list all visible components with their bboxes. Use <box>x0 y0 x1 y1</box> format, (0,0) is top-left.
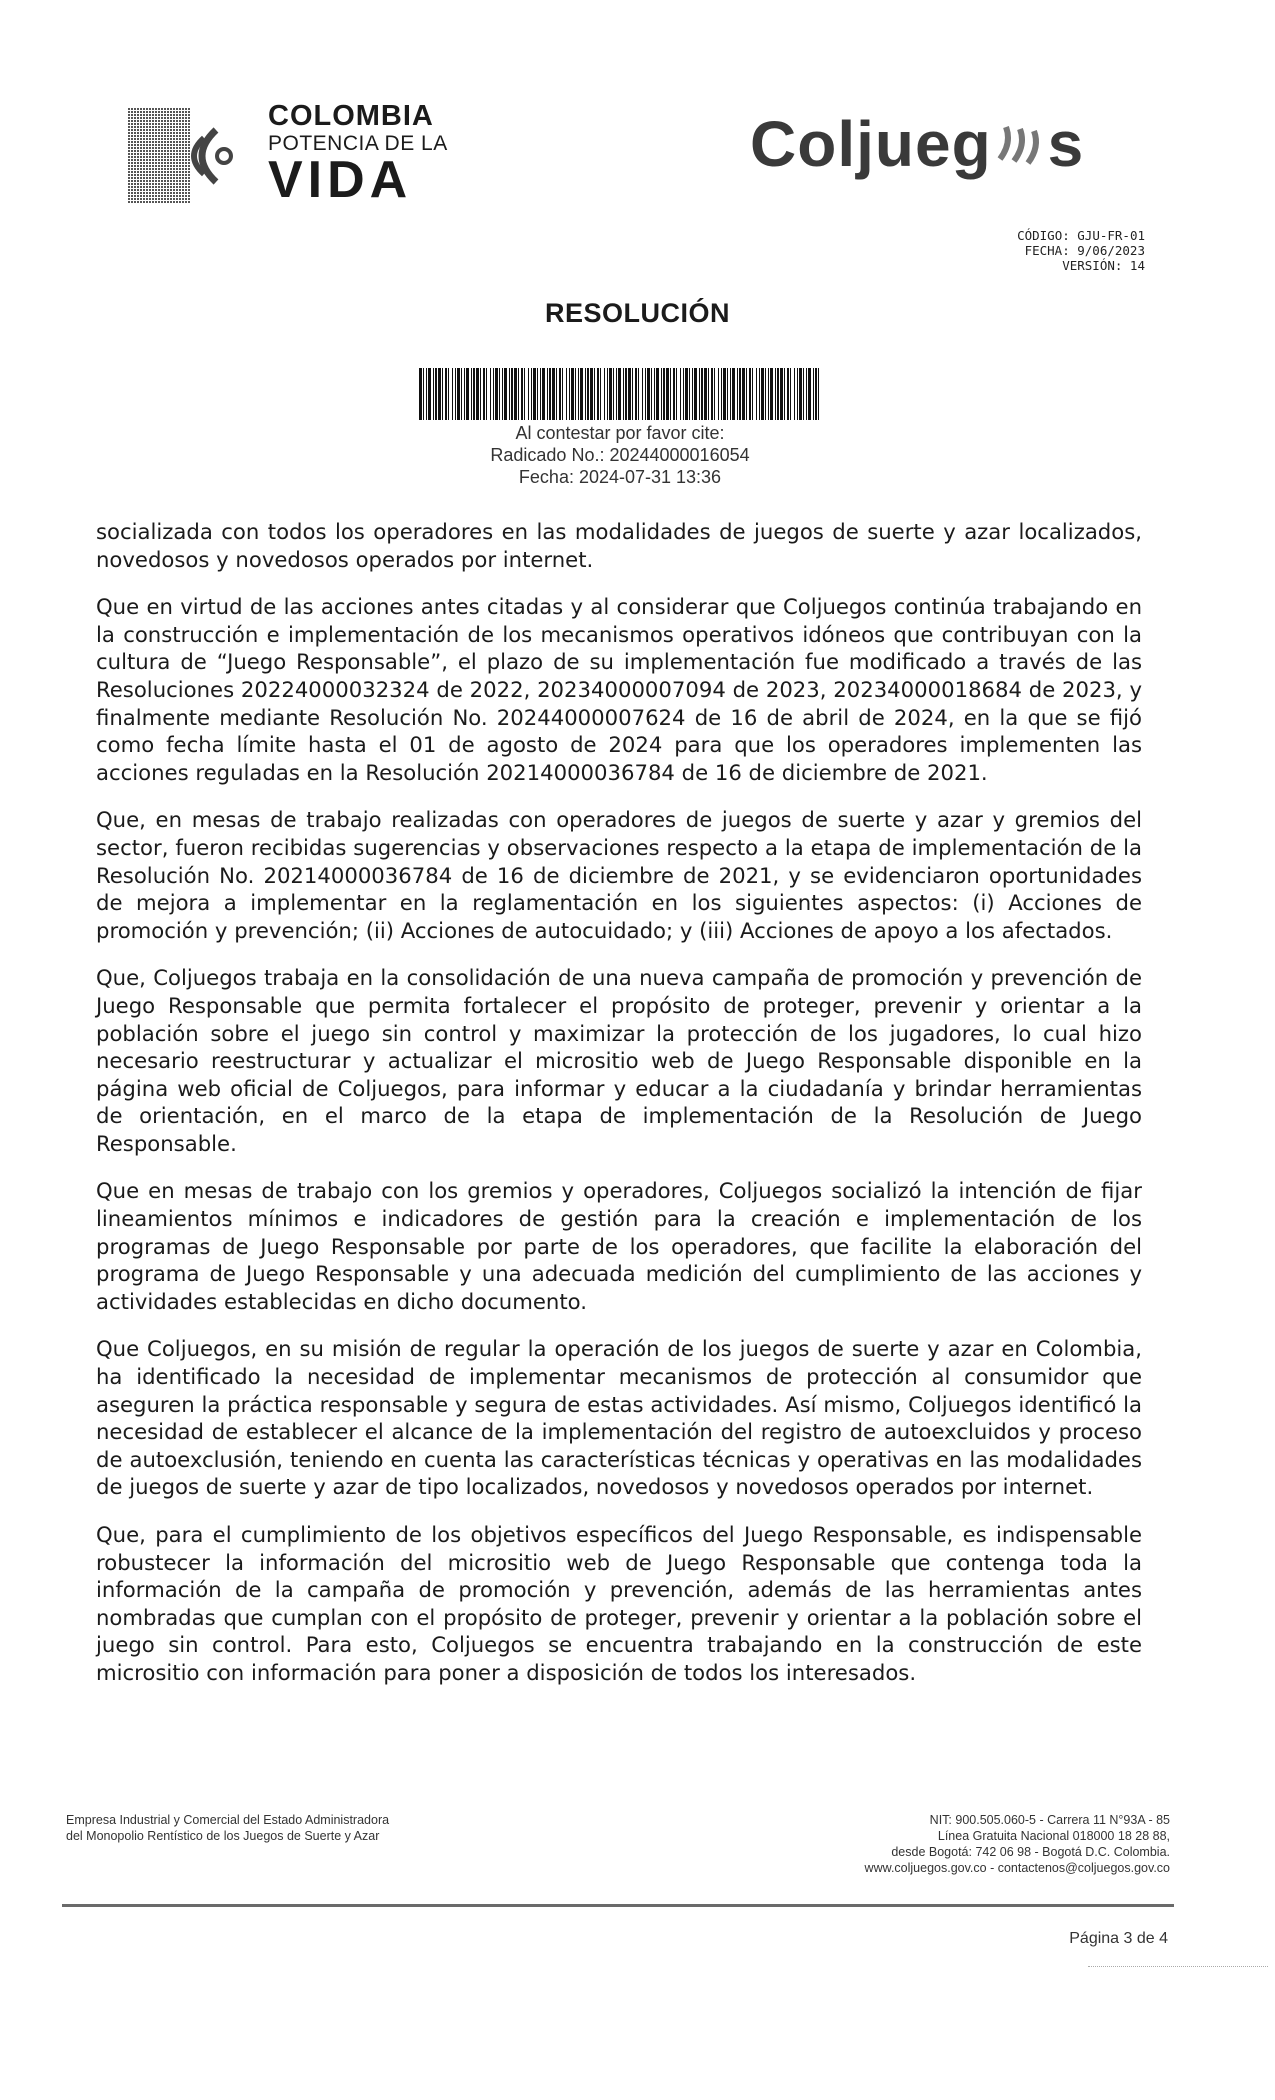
radicado-date: Fecha: 2024-07-31 13:36 <box>518 467 722 487</box>
footer-left-line: Empresa Industrial y Comercial del Estado Administradora <box>66 1813 390 1827</box>
footer-bogota-line: desde Bogotá: 742 06 98 - Bogotá D.C. Colombia. <box>891 1845 1170 1859</box>
footer-nit-address: NIT: 900.505.060-5 - Carrera 11 N°93A - 85 <box>929 1813 1170 1827</box>
date-line: FECHA: 9/06/2023 <box>1024 243 1145 258</box>
logo-line-colombia: COLOMBIA <box>268 100 434 132</box>
body-paragraph: socializada con todos los operadores en las modalidades de juegos de suerte y azar localizados, novedosos y novedosos operados por internet. <box>96 519 1142 572</box>
decorative-dotted-line <box>1088 1966 1268 1967</box>
citation-instruction: Al contestar por favor cite: <box>515 423 725 443</box>
coljuegos-logo-text-end: s <box>1047 108 1085 180</box>
body-paragraph: Que, Coljuegos trabaja en la consolidación de una nueva campaña de promoción y prevención de Juego Responsable que permita fortalecer el propósito de proteger, prevenir y orientar a la población sobre el juego sin control y maximizar la protección de los jugadores, lo cual hizo necesario reestructurar y actualizar el micrositio web de Juego Responsable disponible en la página web oficial de Coljuegos, para informar y educar a la ciudadanía y brindar herramientas de orientación, en el marco de la etapa de implementación de la Resolución de Juego Responsable. <box>96 965 1142 1156</box>
logo-line-vida: VIDA <box>268 151 413 209</box>
logo-line-potencia: POTENCIA DE LA <box>268 132 448 155</box>
radicado-number: Radicado No.: 20244000016054 <box>490 445 750 465</box>
body-paragraph: Que en virtud de las acciones antes citadas y al considerar que Coljuegos continúa trabajando en la construcción e implementación de los mecanismos operativos idóneos que contribuyan con la cultura de “Juego Responsable”, el plazo de su implementación fue modificado a través de las Resoluciones 20224000032324 de 2022, 20234000007094 de 2023, 20234000018684 de 2023, y finalmente mediante Resolución No. 20244000007624 de 16 de abril de 2024, en la que se fijó como fecha límite hasta el 01 de agosto de 2024 para que los operadores implementen las acciones reguladas en la Resolución 20214000036784 de 16 de diciembre de 2021. <box>96 594 1142 785</box>
document-codes <box>980 228 1145 273</box>
page-number: Página 3 de 4 <box>1069 1930 1168 1947</box>
colombia-potencia-logo <box>128 102 468 212</box>
footer-phone-line: Línea Gratuita Nacional 018000 18 28 88, <box>937 1829 1170 1843</box>
body-paragraph: Que, para el cumplimiento de los objetivos específicos del Juego Responsable, es indispensable robustecer la información del micrositio web de Juego Responsable que contenga toda la información de la campaña de promoción y prevención, además de las herramientas antes nombradas que cumplan con el propósito de proteger, prevenir y orientar a la población sobre el juego sin control. Para esto, Coljuegos se encuentra trabajando en la construcción de este micrositio con información para poner a disposición de todos los interesados. <box>96 1522 1142 1685</box>
colombia-emblem-icon <box>128 108 248 204</box>
document-title: RESOLUCIÓN <box>544 298 730 328</box>
footer-divider <box>62 1904 1174 1907</box>
coljuegos-logo <box>750 108 1085 180</box>
coljuegos-logo-text-start: Coljueg <box>750 108 992 180</box>
body-paragraph: Que, en mesas de trabajo realizadas con operadores de juegos de suerte y azar y gremios del sector, fueron recibidas sugerencias y observaciones respecto a la etapa de implementación de la Resolución No. 20214000036784 de 16 de diciembre de 2021, y se evidenciaron oportunidades de mejora a implementar en la reglamentación en los siguientes aspectos: (i) Acciones de promoción y prevención; (ii) Acciones de autocuidado; y (iii) Acciones de apoyo a los afectados. <box>96 807 1142 943</box>
footer-left-line: del Monopolio Rentístico de los Juegos de Suerte y Azar <box>66 1829 380 1843</box>
colombia-logo-text <box>268 100 448 209</box>
document-body <box>96 518 1142 1707</box>
body-paragraph: Que Coljuegos, en su misión de regular la operación de los juegos de suerte y azar en Colombia, ha identificado la necesidad de implementar mecanismos de protección al consumidor que aseguren la práctica responsable y segura de estas actividades. Así mismo, Coljuegos identificó la necesidad de establecer el alcance de la implementación del registro de autoexcluidos y proceso de autoexclusión, teniendo en cuenta las características técnicas y operativas en las modalidades de juegos de suerte y azar de tipo localizados, novedosos y novedosos operados por internet. <box>96 1336 1142 1500</box>
footer-contact-info <box>640 1812 1170 1876</box>
version-line: VERSIÓN: 14 <box>1062 258 1145 273</box>
footer-company-info <box>66 1812 389 1844</box>
footer-web-email: www.coljuegos.gov.co - contactenos@coljuegos.gov.co <box>864 1861 1170 1875</box>
coljuegos-waves-icon <box>994 119 1046 169</box>
citation-block <box>400 422 840 488</box>
body-paragraph: Que en mesas de trabajo con los gremios y operadores, Coljuegos socializó la intención de fijar lineamientos mínimos e indicadores de gestión para la creación e implementación de los programas de Juego Responsable por parte de los operadores, que facilite la elaboración del programa de Juego Responsable y una adecuada medición del cumplimiento de las acciones y actividades establecidas en dicho documento. <box>96 1178 1142 1314</box>
code-line: CÓDIGO: GJU-FR-01 <box>1017 228 1145 243</box>
barcode-image <box>419 368 819 420</box>
